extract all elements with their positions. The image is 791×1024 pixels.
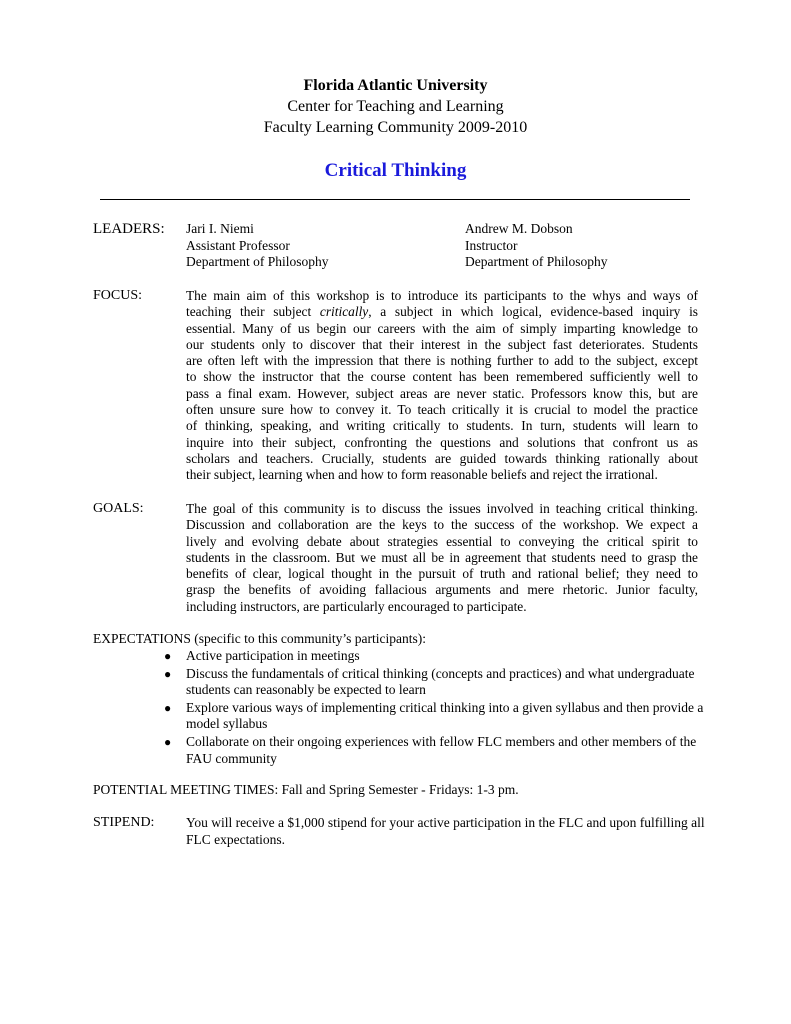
focus-line: of thinking, speaking, and writing critically to students. In turn, students will learn to: [186, 418, 698, 434]
stipend-text: You will receive a $1,000 stipend for your active participation in the FLC and upon fulfilling all FLC expectations.: [186, 815, 705, 847]
focus-line: their subject, learning when and how to form reasonable beliefs and reject the irrational.: [186, 467, 658, 483]
list-item: [164, 665, 706, 699]
goals-paragraph: [186, 501, 698, 615]
goals-label: GOALS:: [93, 501, 144, 516]
list-item: [164, 733, 706, 767]
leader-2: [465, 221, 607, 271]
stipend-label: STIPEND:: [93, 815, 155, 830]
focus-line: often unsure sure how to convey it. To teach critically it is crucial to model the practice: [186, 402, 698, 418]
bullet-icon: ●: [164, 700, 172, 715]
center-name: Center for Teaching and Learning: [287, 98, 504, 115]
goals-line: grasp the benefits of avoiding fallacious arguments and mere rhetoric. Junior faculty,: [186, 582, 698, 598]
focus-line-1: The main aim of this workshop is to introduce its participants to the whys and ways of: [186, 288, 698, 303]
leader-2-name: Andrew M. Dobson: [465, 221, 573, 236]
leader-2-role: Instructor: [465, 237, 518, 253]
focus-line: essential. Many of us begin our careers with the aim of simply imparting knowledge to: [186, 320, 698, 336]
focus-line: scholars and teachers. Crucially, students are guided towards thinking rationally about: [186, 450, 698, 466]
list-item: [164, 699, 706, 733]
goals-line: The goal of this community is to discuss the issues involved in teaching critical thinking.: [186, 501, 698, 516]
goals-line: including instructors, are particularly encouraged to participate.: [186, 598, 527, 614]
bullet-icon: ●: [164, 734, 172, 749]
focus-line: to show the instructor that the course content has been remembered sufficiently well to: [186, 369, 698, 385]
bullet-icon: ●: [164, 666, 172, 681]
meeting-times: POTENTIAL MEETING TIMES: Fall and Spring Semester - Fridays: 1-3 pm.: [93, 782, 519, 797]
leader-1-role: Assistant Professor: [186, 237, 290, 253]
focus-line: inquire into their subject, confronting the questions and solutions that confront us as: [186, 434, 698, 450]
goals-line: Discussion and collaboration are the keys to the success of the workshop. We expect a: [186, 517, 698, 533]
focus-line-2: [186, 304, 698, 320]
focus-line-2-post: , a subject in which logical, evidence-based inquiry is: [368, 304, 698, 320]
expectations-heading: EXPECTATIONS (specific to this community’s participants):: [93, 631, 426, 646]
list-item: [164, 648, 706, 665]
focus-emphasis: critically: [319, 304, 369, 320]
focus-paragraph: [186, 288, 698, 484]
leader-1-dept: Department of Philosophy: [186, 254, 329, 269]
focus-line: are often left with the impression that there is nothing further to add to the subject, except: [186, 353, 698, 369]
community-name: Faculty Learning Community 2009-2010: [263, 119, 528, 136]
leader-2-dept: Department of Philosophy: [465, 254, 608, 269]
focus-line: our students only to discover that their interest in the subject fast deteriorates. Students: [186, 336, 698, 352]
leader-1: [186, 221, 328, 271]
document-title: Critical Thinking: [324, 160, 467, 181]
expectation-text: Active participation in meetings: [186, 648, 360, 663]
goals-line: students in the classroom. But we must all be in agreement that students need to grasp the: [186, 549, 698, 565]
focus-line-2-pre: teaching their subject: [186, 304, 320, 320]
focus-line: pass a final exam. However, subject areas are never static. Professors know this, but are: [186, 385, 698, 401]
focus-label: FOCUS:: [93, 288, 143, 303]
expectations-list: [164, 648, 706, 768]
expectation-text: Collaborate on their ongoing experiences with fellow FLC members and other members of the FAU community: [186, 733, 697, 766]
expectation-text: Discuss the fundamentals of critical thinking (concepts and practices) and what undergraduate students can reasonably be expected to learn: [186, 665, 695, 698]
leader-1-name: Jari I. Niemi: [186, 221, 254, 236]
expectation-text: Explore various ways of implementing critical thinking into a given syllabus and then provide a model syllabus: [186, 699, 704, 732]
goals-line: lively and evolving debate about strategies essential to conveying the critical spirit to: [186, 533, 698, 549]
goals-line: benefits of clear, logical thought in the pursuit of truth and rational belief; they need to: [186, 566, 698, 582]
document-header: [0, 76, 791, 138]
bullet-icon: ●: [164, 649, 172, 663]
university-name: Florida Atlantic University: [303, 77, 488, 94]
leaders-label: LEADERS:: [93, 221, 165, 237]
title-divider: [100, 199, 690, 200]
